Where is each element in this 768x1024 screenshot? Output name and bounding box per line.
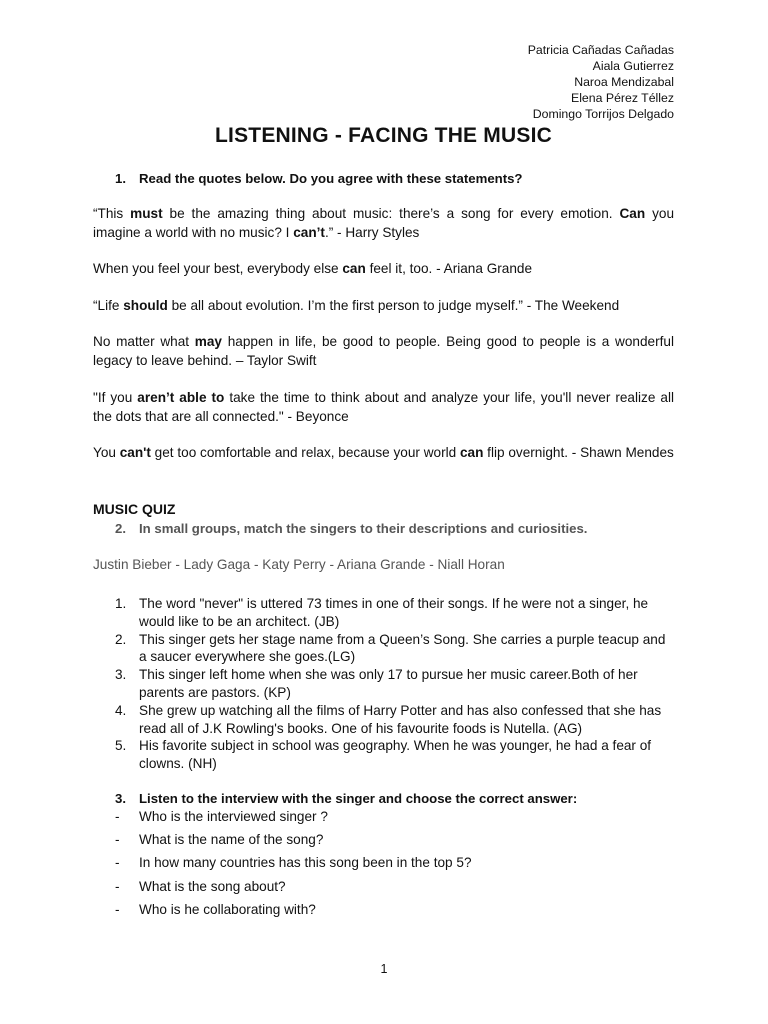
quote-text: be all about evolution. I’m the first person to judge myself.” - The Weekend: [167, 298, 620, 313]
question-3-list: [93, 808, 674, 924]
question-text: Read the quotes below. Do you agree with these statements?: [139, 171, 523, 186]
bullet-dash: -: [115, 832, 120, 848]
list-item: [93, 702, 674, 738]
quote-text: happen in life, be good to people. Being good to people is a wonderful legacy to leave behind. – Taylor Swift: [93, 334, 674, 368]
quote-text: you imagine a world with no music? I: [93, 206, 675, 240]
item-text: Who is the interviewed singer ?: [139, 809, 328, 824]
section-heading: MUSIC QUIZ: [93, 501, 176, 517]
list-item: [93, 878, 674, 901]
list-item: [93, 631, 674, 667]
document-title: LISTENING - FACING THE MUSIC: [215, 124, 552, 147]
question-number: 3.: [115, 791, 126, 806]
page-number: 1: [380, 962, 388, 976]
item-text: What is the name of the song?: [139, 832, 324, 848]
item-number: 2.: [115, 631, 127, 647]
author-list: [528, 42, 674, 122]
author-name: Elena Pérez Téllez: [571, 91, 674, 105]
item-text: In how many countries has this song been in the top 5?: [139, 855, 472, 871]
item-text: This singer left home when she was only 17 to pursue her music career.Both of her parents are pastors. (KP): [139, 667, 638, 700]
item-text: Who is he collaborating with?: [139, 901, 316, 917]
question-text: In small groups, match the singers to their descriptions and curiosities.: [139, 521, 588, 536]
list-item: [93, 737, 674, 773]
quote-text: You: [93, 445, 120, 460]
quote-text: be the amazing thing about music: there’s a song for every emotion.: [162, 206, 620, 221]
quote-paragraph: [93, 444, 674, 463]
author-name: Naroa Mendizabal: [574, 75, 674, 89]
item-number: 1.: [115, 596, 127, 611]
singer-list: Justin Bieber - Lady Gaga - Katy Perry - Ariana Grande - Niall Horan: [93, 557, 505, 572]
item-text: This singer gets her stage name from a Queen’s Song. She carries a purple teacup and a saucer everywhere she goes.(LG): [139, 631, 666, 665]
highlighted-modal: can: [459, 445, 484, 460]
highlighted-modal: Can: [619, 206, 646, 221]
highlighted-modal: can’t: [293, 224, 325, 240]
highlighted-modal: can't: [119, 445, 151, 460]
quote-paragraph: [93, 297, 674, 316]
list-item: [93, 854, 674, 877]
quote-paragraph: [93, 205, 674, 242]
item-text: The word "never" is uttered 73 times in one of their songs. If he were not a singer, he would like to be an architect. (JB): [139, 596, 649, 629]
question-text: Listen to the interview with the singer and choose the correct answer:: [139, 791, 578, 806]
quote-text: "If you: [93, 390, 138, 405]
item-number: 3.: [115, 667, 127, 683]
list-item: [93, 808, 674, 831]
bullet-dash: -: [115, 809, 120, 824]
bullet-dash: -: [115, 878, 120, 894]
quote-text: get too comfortable and relax, because your world: [150, 445, 460, 460]
list-item: [93, 901, 674, 924]
quote-text: “This: [93, 206, 131, 221]
list-item: [93, 666, 674, 702]
item-number: 4.: [115, 702, 127, 718]
author-name: Aiala Gutierrez: [592, 59, 674, 73]
author-name: Domingo Torrijos Delgado: [532, 107, 674, 121]
quote-text: flip overnight. - Shawn Mendes: [483, 445, 674, 460]
bullet-dash: -: [115, 855, 120, 871]
quote-text: “Life: [93, 298, 124, 313]
highlighted-modal: should: [123, 298, 168, 313]
list-item: [93, 595, 674, 631]
author-name: Patricia Cañadas Cañadas: [527, 43, 674, 57]
quote-text: When you feel your best, everybody else: [93, 261, 343, 276]
quote-paragraph: [93, 389, 674, 426]
bullet-dash: -: [115, 901, 120, 917]
quote-text: take the time to think about and analyze your life, you'll never realize all the dots that are all connected." - Beyonce: [93, 390, 674, 424]
question-number: 2.: [115, 521, 126, 536]
item-number: 5.: [115, 738, 127, 754]
description-list: [93, 595, 674, 773]
item-text: His favorite subject in school was geography. When he was younger, he had a fear of clowns. (NH): [139, 738, 652, 772]
list-item: [93, 831, 674, 854]
quote-text: No matter what: [93, 334, 195, 349]
highlighted-modal: aren’t able to: [137, 390, 225, 405]
quote-text: .” - Harry Styles: [324, 224, 420, 240]
highlighted-modal: must: [130, 206, 163, 221]
quote-text: feel it, too. - Ariana Grande: [365, 261, 533, 276]
highlighted-modal: may: [194, 334, 222, 349]
highlighted-modal: can: [342, 261, 366, 276]
quote-paragraph: [93, 333, 674, 370]
item-text: What is the song about?: [139, 878, 286, 894]
question-number: 1.: [115, 171, 126, 186]
item-text: She grew up watching all the films of Harry Potter and has also confessed that she has read all of J.K Rowling's books. One of his favourite foods is Nutella. (AG): [139, 702, 662, 736]
quote-paragraph: [93, 260, 674, 279]
